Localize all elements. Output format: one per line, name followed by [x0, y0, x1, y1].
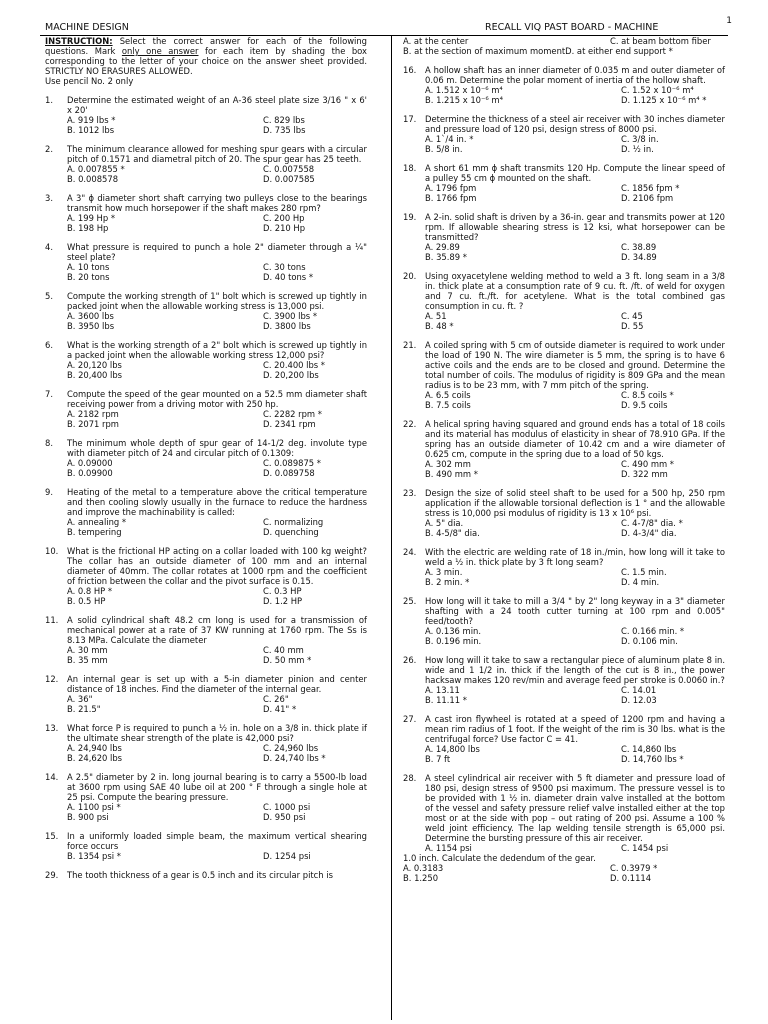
- answer-choice: B. 900 psi: [67, 812, 109, 822]
- answer-choice: B. 1766 fpm: [425, 193, 477, 203]
- question-text: With the electric are welding rate of 18 in./min, how long will it take to weld a ½ in. thick plate by 3 ft long seam?: [425, 547, 725, 567]
- question-number: 5.: [45, 291, 53, 301]
- question-number: 8.: [45, 438, 53, 448]
- answer-choices: [67, 164, 367, 184]
- question-text: A short 61 mm ϕ shaft transmits 120 Hp. Compute the linear speed of a pulley 55 cm ϕ mounted on the shaft.: [425, 163, 725, 183]
- answer-choice: A. 6.5 coils: [425, 390, 471, 400]
- question-item: [403, 773, 725, 853]
- question-item: [403, 271, 725, 331]
- question-item: [403, 65, 725, 105]
- answer-choice: C. 14,860 lbs: [621, 744, 677, 754]
- question-text: A cast iron flywheel is rotated at a speed of 1200 rpm and having a mean rim radius of 1 foot. If the weight of the rim is 30 lbs. what is the centrifugal force? Use factor C = 41.: [425, 714, 725, 744]
- question-item: [45, 242, 367, 282]
- question-text: A 2.5" diameter by 2 in. long journal bearing is to carry a 5500-lb load at 3600 rpm using SAE 40 lube oil at 200 ° F through a single hole at 25 psi. Compute the bearing pressure.: [67, 772, 367, 802]
- answer-choices: [425, 311, 725, 331]
- question-item: [45, 438, 367, 478]
- answer-choice: A. 1154 psi: [425, 843, 472, 853]
- answer-choice: D. 9.5 coils: [621, 400, 668, 410]
- header-right-title: RECALL VIQ PAST BOARD - MACHINE: [485, 22, 659, 33]
- answer-choice: B. 5/8 in.: [425, 144, 463, 154]
- answer-choice: D. 2106 fpm: [621, 193, 674, 203]
- answer-choice: A. 0.09000: [67, 458, 113, 468]
- answer-choice: B. 7 ft: [425, 754, 451, 764]
- answer-choice: D. 50 mm *: [263, 655, 312, 665]
- question-text: A steel cylindrical air receiver with 5 ft diameter and pressure load of 180 psi, design stress of 9500 psi maximum. The pressure vessel is to be provided with 1 ½ in. diameter drain valve installed at the bottom of the vessel and safety pressure relief valve installed either at the top most or at the side with pop – out rating of 200 psi. Assume a 100 % weld joint efficiency. The lap welding tensile strength is 65,000 psi. Determine the bursting pressure of this air receiver.: [425, 773, 725, 843]
- answer-choice: C. 26": [263, 694, 289, 704]
- left-column: [45, 36, 367, 880]
- question-text: The minimum whole depth of spur gear of 14-1/2 deg. involute type with diameter pitch of 24 and circular pitch of 0.1309:: [67, 438, 367, 458]
- answer-choice: C. 0.166 min. *: [621, 626, 685, 636]
- column-divider: [391, 35, 392, 1020]
- answer-choices: [67, 694, 367, 714]
- answer-choice: A. 51: [425, 311, 447, 321]
- answer-choice: A. 199 Hp *: [67, 213, 116, 223]
- answer-choice: A. 919 lbs *: [67, 115, 116, 125]
- answer-choice: C. 1454 psi: [621, 843, 669, 853]
- answer-choice: B. 2 min. *: [425, 577, 470, 587]
- answer-choice: B. 0.196 min.: [425, 636, 482, 646]
- question-number: 26.: [403, 655, 417, 665]
- question-item: [403, 596, 725, 646]
- answer-choice: C. 2282 rpm *: [263, 409, 322, 419]
- question-number: 10.: [45, 546, 59, 556]
- answer-choices: [425, 518, 725, 538]
- question-text: A 2-in. solid shaft is driven by a 36-in. gear and transmits power at 120 rpm. If allowable shearing stress is 12 ksi, what horsepower can be transmitted?: [425, 212, 725, 242]
- answer-choice: D. 950 psi: [263, 812, 306, 822]
- page-number: 1: [726, 16, 732, 26]
- answer-choice: B. 0.09900: [67, 468, 113, 478]
- question-item: [45, 389, 367, 429]
- answer-choice: C. 30 tons: [263, 262, 306, 272]
- answer-choice: A. annealing *: [67, 517, 127, 527]
- answer-choice: A. 10 tons: [67, 262, 110, 272]
- answer-choice: B. 24,620 lbs: [67, 753, 123, 763]
- answer-choice: C. 1.5 min.: [621, 567, 667, 577]
- question-item: [45, 144, 367, 184]
- question-text: A solid cylindrical shaft 48.2 cm long is used for a transmission of mechanical power at a rate of 37 KW running at 1760 rpm. The Ss is 8.13 MPa. Calculate the diameter: [67, 615, 367, 645]
- answer-choices: [67, 213, 367, 233]
- question-item: [45, 546, 367, 606]
- question-text: The minimum clearance allowed for meshing spur gears with a circular pitch of 0.1571 and diametral pitch of 20. The spur gear has 25 teeth.: [67, 144, 367, 164]
- answer-choice: D. 0.089758: [263, 468, 315, 478]
- question-text: Compute the working strength of 1" bolt which is screwed up tightly in packed joint when the allowable working stress is 13,000 psi.: [67, 291, 367, 311]
- answer-choice: C. 1.52 x 10⁻⁶ m⁴: [621, 85, 694, 95]
- question-number: 1.: [45, 95, 53, 105]
- answer-choice: A. 13.11: [425, 685, 460, 695]
- right-column: [403, 36, 725, 883]
- answer-choice: D. 735 lbs: [263, 125, 306, 135]
- instruction-label: INSTRUCTION:: [45, 36, 113, 46]
- question-text: Heating of the metal to a temperature above the critical temperature and then cooling slowly usually in the furnace to reduce the hardness and improve the machinability is called:: [67, 487, 367, 517]
- answer-choices: [67, 115, 367, 135]
- answer-choice: C. 829 lbs: [263, 115, 305, 125]
- answer-choice: B. 2071 rpm: [67, 419, 119, 429]
- answer-choice: D. 55: [621, 321, 644, 331]
- answer-choice: B. 490 mm *: [425, 469, 478, 479]
- answer-choice: C. normalizing: [263, 517, 324, 527]
- answer-choices: [425, 459, 725, 479]
- left-question-list: [45, 95, 367, 880]
- question-number: 19.: [403, 212, 417, 222]
- answer-choice: A. 2182 rpm: [67, 409, 119, 419]
- answer-choice: D. 24,740 lbs *: [263, 753, 326, 763]
- answer-choice: A. 1.512 x 10⁻⁶ m⁴: [425, 85, 503, 95]
- answer-choice: C. 1856 fpm *: [621, 183, 680, 193]
- answer-choice: C. 3900 lbs *: [263, 311, 318, 321]
- question-number: 29.: [45, 870, 59, 880]
- answer-choices: [425, 567, 725, 587]
- answer-choice: A. 1`/4 in. *: [425, 134, 474, 144]
- question-text: A hollow shaft has an inner diameter of 0.035 m and outer diameter of 0.06 m. Determine the polar moment of inertia of the hollow shaft.: [425, 65, 725, 85]
- question-number: 3.: [45, 193, 53, 203]
- instruction-text-a: Select the correct answer for each of the following questions. Mark: [45, 36, 367, 56]
- answer-choice: D. 0.106 min.: [621, 636, 678, 646]
- answer-choice: B. 21.5": [67, 704, 101, 714]
- question-number: 12.: [45, 674, 59, 684]
- answer-choices: [67, 517, 367, 537]
- answer-choices: [67, 311, 367, 331]
- answer-choice: D. 1.125 x 10⁻⁶ m⁴ *: [621, 95, 707, 105]
- answer-choice: D. quenching: [263, 527, 319, 537]
- answer-choice: C. 1000 psi: [263, 802, 311, 812]
- answer-choice: B. 4-5/8" dia.: [425, 528, 480, 538]
- answer-choice: A. 20,120 lbs: [67, 360, 122, 370]
- question-number: 20.: [403, 271, 417, 281]
- answer-choices: [425, 744, 725, 764]
- answer-choice: C. 3/8 in.: [621, 134, 659, 144]
- carryover-line: B. at the section of maximum momentD. at either end support *: [403, 46, 673, 56]
- answer-choice: D. 210 Hp: [263, 223, 306, 233]
- answer-choice: C. 4-7/8" dia. *: [621, 518, 683, 528]
- question-text: Determine the thickness of a steel air receiver with 30 inches diameter and pressure load of 120 psi, design stress of 8000 psi.: [425, 114, 725, 134]
- answer-choice: D. 3800 lbs: [263, 321, 311, 331]
- answer-choice: B. 0.5 HP: [67, 596, 106, 606]
- answer-choice: B. 35.89 *: [425, 252, 467, 262]
- answer-choice: A. 36": [67, 694, 93, 704]
- question-text: Design the size of solid steel shaft to be used for a 500 hp, 250 rpm application if the allowable torsional deflection is 1 ° and the allowable stress is 10,000 psi modulus of rigidity is 13 x 10⁶ psi.: [425, 488, 725, 518]
- question-number: 2.: [45, 144, 53, 154]
- question-text: Using oxyacetylene welding method to weld a 3 ft. long seam in a 3/8 in. thick plate at a consumption rate of 9 cu. ft. /ft. of weld for oxygen and 7 cu. ft./ft. for acetylene. What is the total combined gas consumption in cu. ft. ?: [425, 271, 725, 311]
- choice: C. at beam bottom fiber: [610, 36, 711, 46]
- carryover-bottom-choices: [403, 863, 725, 883]
- answer-choice: B. 48 *: [425, 321, 454, 331]
- choice: A. at the center: [403, 36, 469, 46]
- answer-choice: A. 3600 lbs: [67, 311, 114, 321]
- question-text: A helical spring having squared and ground ends has a total of 18 coils and its material has modulus of elasticity in shear of 78.910 GPa. If the spring has an outside diameter of 10.42 cm and a wire diameter of 0.625 cm, compute in the spring due to a load of 50 kgs.: [425, 419, 725, 459]
- question-item: [45, 870, 367, 880]
- right-question-list: [403, 65, 725, 853]
- question-item: [45, 95, 367, 135]
- question-text: What is the frictional HP acting on a collar loaded with 100 kg weight? The collar has an outside diameter of 100 mm and an internal diameter of 40mm. The collar rotates at 1000 rpm and the coefficient of friction between the collar and the pivot surface is 0.15.: [67, 546, 367, 586]
- answer-choice: D. 322 mm: [621, 469, 668, 479]
- question-item: [403, 419, 725, 479]
- answer-choice: B. 7.5 coils: [425, 400, 471, 410]
- answer-choice: D. 1.2 HP: [263, 596, 303, 606]
- answer-choices: [425, 183, 725, 203]
- answer-choice: C. 0.089875 *: [263, 458, 321, 468]
- question-item: [403, 114, 725, 154]
- question-item: [403, 714, 725, 764]
- answer-choice: A. 3 min.: [425, 567, 463, 577]
- answer-choice: D. ½ in.: [621, 144, 654, 154]
- answer-choice: C. 45: [621, 311, 643, 321]
- answer-choices: [67, 645, 367, 665]
- answer-choice: C. 38.89: [621, 242, 657, 252]
- answer-choice: C. 24,960 lbs: [263, 743, 319, 753]
- question-item: [45, 193, 367, 233]
- answer-choice: D. 12.03: [621, 695, 657, 705]
- question-number: 28.: [403, 773, 417, 783]
- answer-choices: [425, 843, 725, 853]
- choice: C. 0.3979 *: [610, 863, 658, 873]
- question-number: 4.: [45, 242, 53, 252]
- answer-choices: [67, 851, 367, 861]
- question-item: [403, 655, 725, 705]
- answer-choices: [425, 134, 725, 154]
- question-item: [403, 340, 725, 410]
- answer-choice: A. 24,940 lbs: [67, 743, 122, 753]
- answer-choices: [425, 390, 725, 410]
- answer-choice: B. 20 tons: [67, 272, 110, 282]
- answer-choice: A. 14,800 lbs: [425, 744, 480, 754]
- question-number: 16.: [403, 65, 417, 75]
- question-number: 14.: [45, 772, 59, 782]
- question-item: [45, 831, 367, 861]
- answer-choice: C. 0.007558: [263, 164, 315, 174]
- choice: A. 0.3183: [403, 863, 444, 873]
- answer-choices: [67, 458, 367, 478]
- answer-choice: C. 0.3 HP: [263, 586, 302, 596]
- answer-choice: D. 2341 rpm: [263, 419, 316, 429]
- question-number: 7.: [45, 389, 53, 399]
- question-text: The tooth thickness of a gear is 0.5 inch and its circular pitch is: [67, 870, 333, 880]
- question-number: 24.: [403, 547, 417, 557]
- answer-choice: C. 8.5 coils *: [621, 390, 674, 400]
- question-number: 15.: [45, 831, 59, 841]
- question-text: How long will it take to mill a 3/4 " by 2" long keyway in a 3" diameter shafting with a 24 tooth cutter turning at 100 rpm and 0.005" feed/tooth?: [425, 596, 725, 626]
- answer-choice: C. 40 mm: [263, 645, 304, 655]
- answer-choice: B. 20,400 lbs: [67, 370, 123, 380]
- question-text: A coiled spring with 5 cm of outside diameter is required to work under the load of 190 N. The wire diameter is 5 mm, the spring is to have 6 active coils and the ends are to be closed and ground. Determine the total number of coils. The modulus of rigidity is 809 GPa and the mean radius is to be 23 mm, with 7 mm pitch of the spring.: [425, 340, 725, 390]
- instruction-emphasis: only one answer: [121, 46, 199, 56]
- answer-choice: D. 20,200 lbs: [263, 370, 319, 380]
- answer-choice: B. 11.11 *: [425, 695, 467, 705]
- answer-choice: D. 4 min.: [621, 577, 660, 587]
- answer-choice: B. 198 Hp: [67, 223, 109, 233]
- question-number: 22.: [403, 419, 417, 429]
- question-number: 13.: [45, 723, 59, 733]
- answer-choice: A. 30 mm: [67, 645, 108, 655]
- answer-choice: C. 20.400 lbs *: [263, 360, 325, 370]
- answer-choices: [425, 685, 725, 705]
- answer-choice: B. 1012 lbs: [67, 125, 115, 135]
- instruction-block: [45, 36, 367, 76]
- question-item: [403, 212, 725, 262]
- answer-choice: B. 1.215 x 10⁻⁶ m⁴: [425, 95, 503, 105]
- answer-choice: B. 0.008578: [67, 174, 119, 184]
- answer-choices: [67, 802, 367, 822]
- answer-choices: [67, 409, 367, 429]
- question-item: [45, 615, 367, 665]
- question-item: [45, 674, 367, 714]
- question-number: 17.: [403, 114, 417, 124]
- answer-choice: A. 0.8 HP *: [67, 586, 113, 596]
- question-text: What force P is required to punch a ½ in. hole on a 3/8 in. thick plate if the ultimate shear strength of the plate is 42,000 psi?: [67, 723, 367, 743]
- carryover-bottom-line: 1.0 inch. Calculate the dedendum of the gear.: [403, 853, 596, 863]
- answer-choice: A. 1796 fpm: [425, 183, 477, 193]
- question-item: [45, 772, 367, 822]
- question-text: How long will it take to saw a rectangular piece of aluminum plate 8 in. wide and 1 1/2 in. thick if the length of the cut is 8 in., the power hacksaw makes 120 rev/min and average feed per stroke is 0.0060 in.?: [425, 655, 725, 685]
- question-number: 9.: [45, 487, 53, 497]
- question-item: [403, 163, 725, 203]
- question-item: [403, 547, 725, 587]
- answer-choice: B. 3950 lbs: [67, 321, 115, 331]
- question-item: [45, 487, 367, 537]
- answer-choice: C. 490 mm *: [621, 459, 674, 469]
- answer-choice: D. 40 tons *: [263, 272, 314, 282]
- question-text: A 3" ϕ diameter short shaft carrying two pulleys close to the bearings transmit how much horsepower if the shaft makes 280 rpm?: [67, 193, 367, 213]
- question-text: Determine the estimated weight of an A-36 steel plate size 3/16 " x 6' x 20': [67, 95, 367, 115]
- answer-choice: B. 1354 psi *: [67, 851, 121, 861]
- answer-choices: [425, 242, 725, 262]
- question-text: Compute the speed of the gear mounted on a 52.5 mm diameter shaft receiving power from a driving motor with 250 hp.: [67, 389, 367, 409]
- question-number: 25.: [403, 596, 417, 606]
- header-left-title: MACHINE DESIGN: [45, 22, 129, 33]
- answer-choice: D. 14,760 lbs *: [621, 754, 684, 764]
- question-number: 21.: [403, 340, 417, 350]
- answer-choice: A. 29.89: [425, 242, 460, 252]
- question-text: An internal gear is set up with a 5-in diameter pinion and center distance of 18 inches. Find the diameter of the internal gear.: [67, 674, 367, 694]
- answer-choices: [67, 743, 367, 763]
- answer-choice: D. 4-3/4" dia.: [621, 528, 677, 538]
- question-text: What pressure is required to punch a hole 2" diameter through a ¼" steel plate?: [67, 242, 367, 262]
- answer-choice: D. 0.007585: [263, 174, 315, 184]
- answer-choice: A. 0.136 min.: [425, 626, 481, 636]
- answer-choices: [425, 85, 725, 105]
- carryover-choices: [403, 36, 725, 46]
- answer-choices: [67, 586, 367, 606]
- answer-choices: [425, 626, 725, 646]
- instruction-pencil: Use pencil No. 2 only: [45, 76, 134, 86]
- question-number: 6.: [45, 340, 53, 350]
- question-item: [403, 488, 725, 538]
- choice: D. 0.1114: [610, 873, 652, 883]
- answer-choice: A. 302 mm: [425, 459, 471, 469]
- answer-choice: D. 34.89: [621, 252, 657, 262]
- question-item: [45, 291, 367, 331]
- question-text: In a uniformly loaded simple beam, the maximum vertical shearing force occurs: [67, 831, 367, 851]
- answer-choice: A. 1100 psi *: [67, 802, 121, 812]
- answer-choice: D. 1254 psi: [263, 851, 311, 861]
- answer-choice: B. tempering: [67, 527, 122, 537]
- answer-choice: A. 5" dia.: [425, 518, 464, 528]
- question-item: [45, 340, 367, 380]
- answer-choice: C. 200 Hp: [263, 213, 305, 223]
- answer-choice: D. 41" *: [263, 704, 297, 714]
- question-number: 11.: [45, 615, 59, 625]
- answer-choices: [67, 360, 367, 380]
- question-number: 18.: [403, 163, 417, 173]
- instruction-text-b: for each item by shading the box corresponding to the letter of your choice on the answer sheet provided. STRICTLY NO ERASURES ALLOWED.: [45, 46, 368, 76]
- answer-choice: C. 14.01: [621, 685, 657, 695]
- question-text: What is the working strength of a 2" bolt which is screwed up tightly in a packed joint when the allowable working stress 12,000 psi?: [67, 340, 367, 360]
- answer-choice: B. 35 mm: [67, 655, 108, 665]
- question-item: [45, 723, 367, 763]
- answer-choices: [67, 262, 367, 282]
- answer-choice: A. 0.007855 *: [67, 164, 125, 174]
- question-number: 23.: [403, 488, 417, 498]
- choice: B. 1.250: [403, 873, 439, 883]
- question-number: 27.: [403, 714, 417, 724]
